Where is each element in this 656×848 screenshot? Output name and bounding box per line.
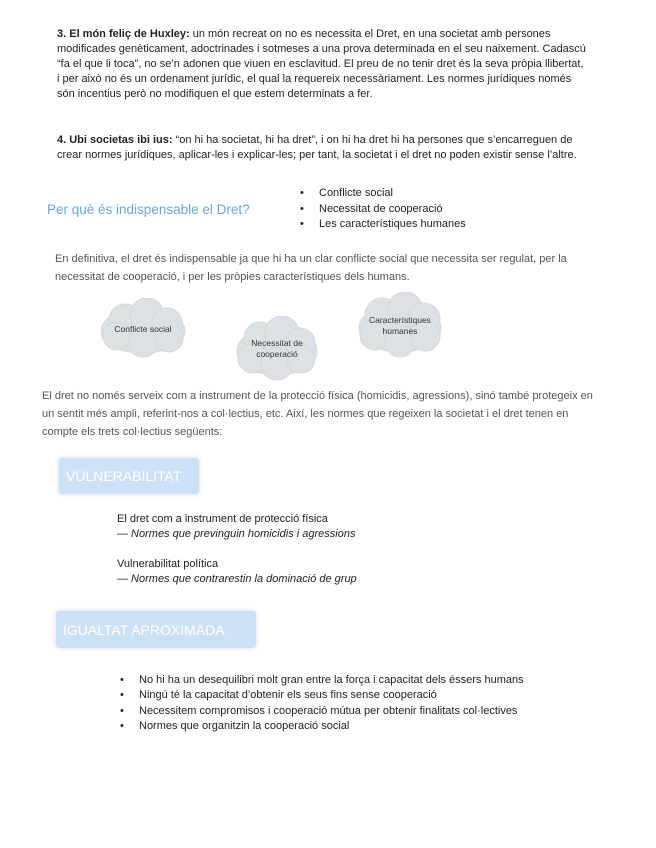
why-reasons-list — [298, 186, 538, 233]
equality-label: IGUALTAT APROXIMADA — [56, 611, 256, 648]
cloud-conflict-label: Conflicte social — [114, 323, 172, 334]
cloud-cooperation-line-1: Necessitat de — [251, 338, 303, 348]
section-4-paragraph — [57, 133, 587, 163]
cloud-characteristics — [353, 292, 447, 360]
section-3-paragraph — [57, 27, 587, 102]
equality-list — [118, 673, 558, 734]
vulnerability-item-desc: — Normes que contrarestin la dominació de grup — [117, 573, 357, 585]
cloud-cooperation — [232, 316, 322, 382]
cloud-characteristics-line-2: humanes — [382, 326, 418, 336]
section-3-heading: 3. El món feliç de Huxley: — [57, 28, 190, 40]
cloud-characteristics-line-1: Característiques — [369, 315, 431, 325]
why-reason-item: • Conflicte social — [298, 186, 538, 202]
vulnerability-item-desc: — Normes que previnguin homicidis i agressions — [117, 528, 356, 540]
vulnerability-label: VULNERABILITAT — [59, 458, 199, 494]
vulnerability-item-title: Vulnerabilitat política — [117, 558, 219, 570]
vulnerability-item-political — [117, 557, 537, 587]
why-title: Per què és indispensable el Dret? — [47, 202, 250, 217]
collective-traits-intro: El dret no només serveix com a instrument de la protecció física (homicidis, agressions), sinó també protegeix en un sentit més ampli, referint-nos a col·lectius, etc. Així, les normes que regeixen la societat i el dret tenen en compte els trets col·lectius següents: — [42, 390, 593, 438]
cloud-cooperation-line-2: cooperació — [256, 349, 298, 359]
why-reason-item: • Les característiques humanes — [298, 217, 538, 233]
section-4-heading: 4. Ubi societas ibi ius: — [57, 134, 173, 146]
section-4-text: “on hi ha societat, hi ha dret”, i on hi ha dret hi ha persones que s’encarreguen de crear normes jurídiques, aplicar-les i explicar-les; per tant, la societat i el dret no poden existir sense l’altre. — [57, 134, 577, 161]
vulnerability-item-physical — [117, 512, 537, 542]
cloud-cooperation-label — [232, 316, 322, 382]
conclusion-paragraph: En definitiva, el dret és indispensable ja que hi ha un clar conflicte social que necessita ser regulat, per la necessitat de cooperació, i per les pròpies característiques dels humans. — [55, 253, 567, 283]
section-3-text: un món recreat on no es necessita el Dret, en una societat amb persones modificades genèticament, adoctrinades i sotmeses a una prova determinada en el seu naixement. Cadascú “fa el que li toca”, no se’n adonen que viuen en esclavitud. El preu de no tenir dret és la seva pròpia llibertat, i per això no és un ordenament jurídic, el qual la requereix necessàriament. Les normes jurídiques només són incentius però no modifiquen el que estem determinats a fer. — [57, 28, 586, 100]
why-reason-item: • Necessitat de cooperació — [298, 202, 538, 218]
cloud-conflict — [95, 298, 191, 360]
vulnerability-item-title: El dret com a instrument de protecció física — [117, 513, 328, 525]
equality-item: • Normes que organitzin la cooperació social — [118, 719, 558, 734]
equality-item: • No hi ha un desequilibri molt gran entre la força i capacitat dels éssers humans — [118, 673, 558, 688]
equality-item: • Ningú té la capacitat d’obtenir els seus fins sense cooperació — [118, 688, 558, 703]
equality-item: • Necessitem compromisos i cooperació mútua per obtenir finalitats col·lectives — [118, 704, 558, 719]
cloud-characteristics-label — [353, 292, 447, 360]
